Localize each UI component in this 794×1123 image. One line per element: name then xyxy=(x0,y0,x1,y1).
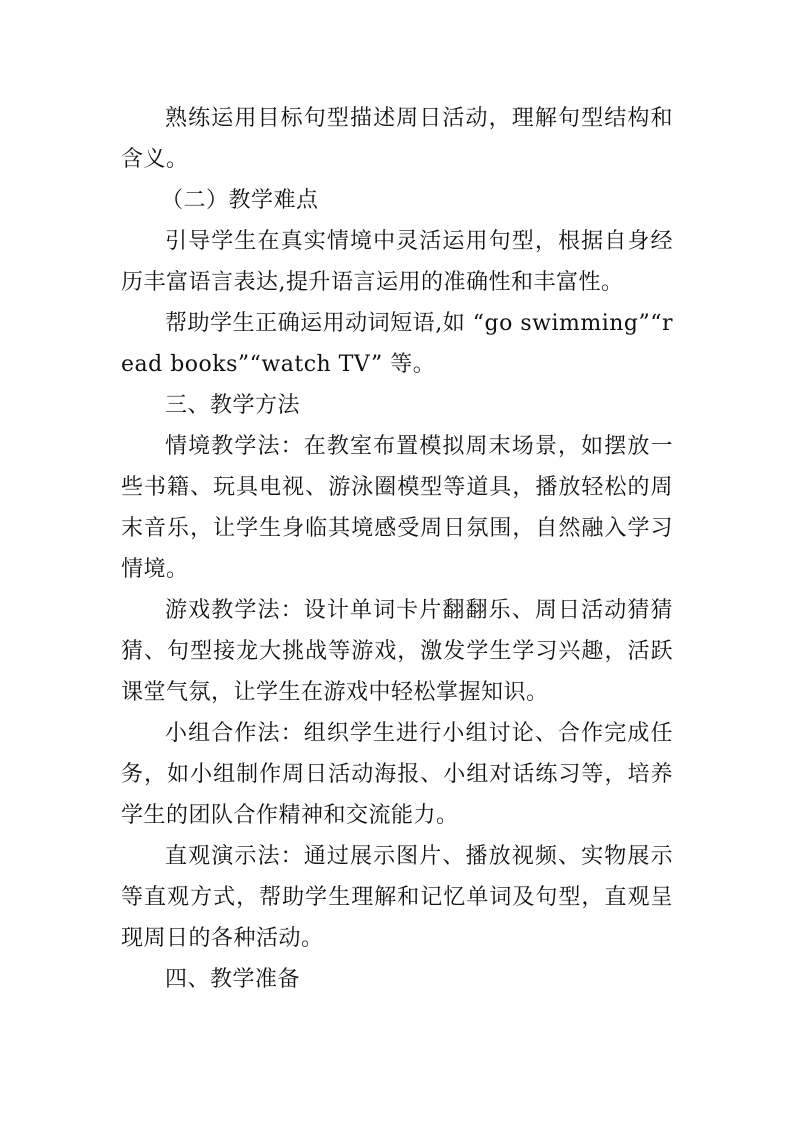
section-heading-teaching-preparation: 四、教学准备 xyxy=(165,967,301,992)
section-heading-teaching-difficulties: （二）教学难点 xyxy=(161,188,319,213)
paragraph-difficulty-flexible-use: 引导学生在真实情境中灵活运用句型，根据自身经历丰富语言表达,提升语言运用的准确性和丰富性。 xyxy=(121,229,673,295)
section-heading-teaching-methods: 三、教学方法 xyxy=(165,393,301,418)
paragraph-method-situational: 情境教学法：在教室布置模拟周末场景，如摆放一些书籍、玩具电视、游泳圈模型等道具，播放轻松的周末音乐，让学生身临其境感受周日氛围，自然融入学习情境。 xyxy=(121,434,673,582)
paragraph-method-group-work: 小组合作法：组织学生进行小组讨论、合作完成任务，如小组制作周日活动海报、小组对话练习等，培养学生的团队合作精神和交流能力。 xyxy=(121,721,673,828)
paragraph-difficulty-verb-phrases: 帮助学生正确运用动词短语,如 “go swimming”“read books”“watch TV” 等。 xyxy=(121,311,673,377)
paragraph-method-games: 游戏教学法：设计单词卡片翻翻乐、周日活动猜猜猜、句型接龙大挑战等游戏，激发学生学习兴趣，活跃课堂气氛，让学生在游戏中轻松掌握知识。 xyxy=(121,598,673,705)
paragraph-method-demonstration: 直观演示法：通过展示图片、播放视频、实物展示等直观方式，帮助学生理解和记忆单词及句型，直观呈现周日的各种活动。 xyxy=(121,844,673,951)
document-body xyxy=(121,98,673,1000)
paragraph-key-point-mastery: 熟练运用目标句型描述周日活动，理解句型结构和含义。 xyxy=(121,106,673,172)
